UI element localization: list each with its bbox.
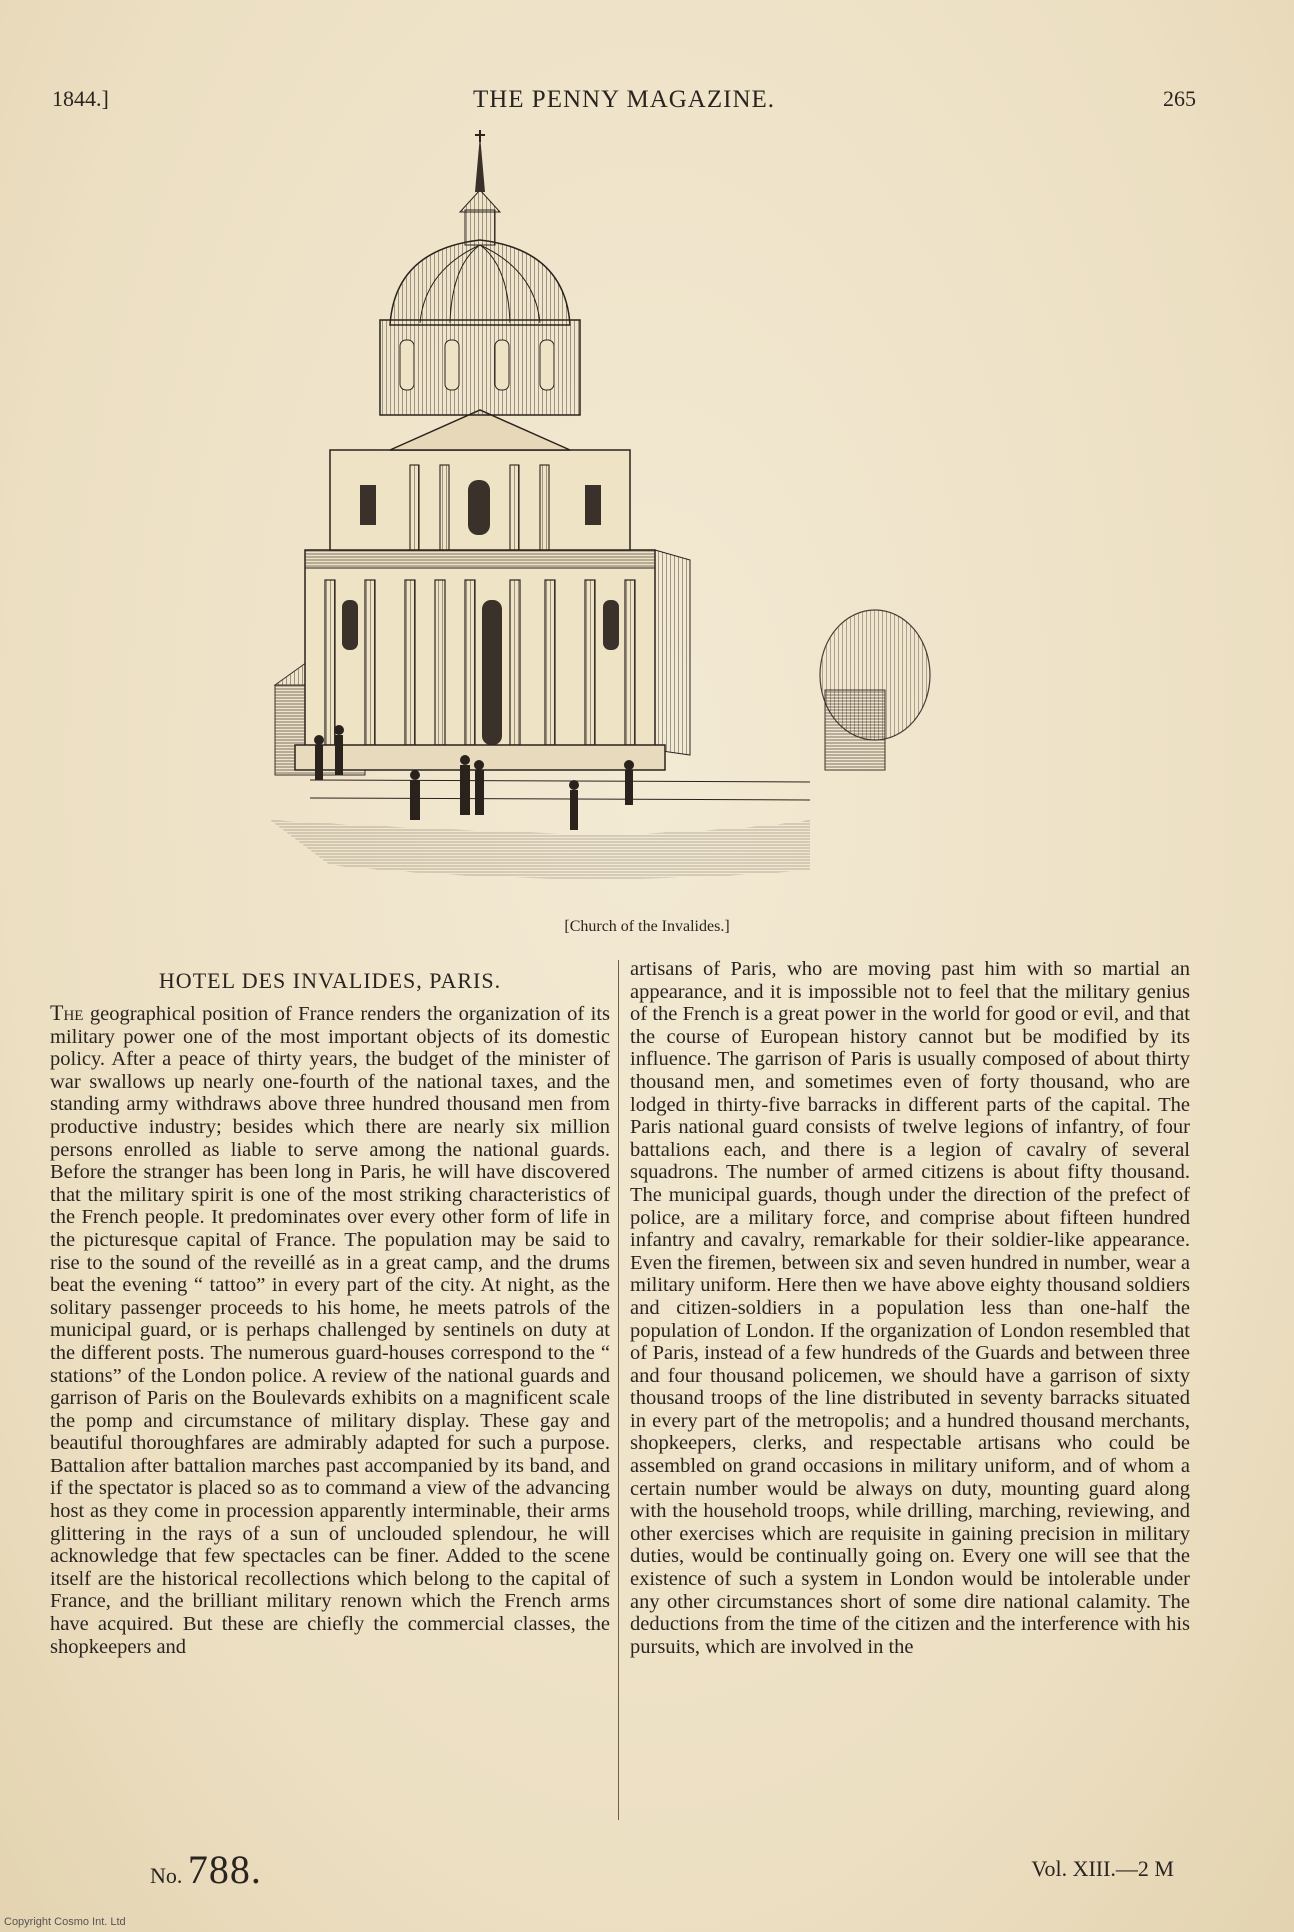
volume-signature: Vol. XIII.—2 M	[1031, 1856, 1174, 1881]
right-column-text: artisans of Paris, who are moving past him with so martial an appearance, and it is impossible not to feel that the military genius of the French is a great power in the world for good or evil, and that the course of European history cannot but be modified by its influence. The garrison of Paris is usually composed of about thirty thousand men, and sometimes even of forty thousand, who are lodged in thirty-five barracks in different parts of the capital. The Paris national guard consists of twelve legions of infantry, of four battalions each, and there is a legion of cavalry of several squadrons. The number of armed citizens is about fifty thousand. The municipal guards, though under the direction of the prefect of police, are a military force, and comprise about fifteen hundred infantry and cavalry, remarkable for their soldier-like appearance. Even the firemen, between six and seven hundred in number, wear a military uniform. Here then we have above eighty thousand soldiers and citizen-soldiers in a population less than one-half the population of London. If the organization of London resembled that of Paris, instead of a few hundreds of the Guards and between three and four thousand policemen, we should have a garrison of sixty thousand troops of the line distributed in seventy barracks situated in every part of the metropolis; and a hundred thousand merchants, shopkeepers, clerks, and respectable artisans who could be assembled on grand occasions in military uniform, and of whom a certain number would be always on duty, mounting guard along with the household troops, while drilling, marching, reviewing, and other exercises which are requisite in gaining precision in military duties, would be continually going on. Every one will see that the existence of such a system in London would be intolerable under any other circumstances short of some dire national calamity. The deductions from the time of the citizen and the interference with his pursuits, which are involved in the	[630, 958, 1190, 1658]
issue-number-value: 788.	[187, 1847, 262, 1892]
left-column-body: geographical position of France renders the organization of its military power one of the most important objects of its domestic policy. After a peace of thirty years, the budget of the minister of war swallows up nearly one-fourth of the national taxes, and the standing army withdraws above three hundred thousand men from productive industry; besides which there are nearly six million persons enrolled as liable to serve among the national guards. Before the stranger has been long in Paris, he will have discovered that the military spirit is one of the most striking characteristics of the French people. It predominates over every other form of life in the picturesque capital of France. The population may be said to rise to the sound of the reveillé as in a great camp, and the drums beat the evening “ tattoo” in every part of the city. At night, as the solitary passenger proceeds to his home, he meets patrols of the municipal guard, or is perhaps challenged by sentinels on duty at the different posts. The numerous guard-houses correspond to the “ stations” of the London police. A review of the national guards and garrison of Paris on the Boulevards exhibits on a magnificent scale the pomp and circumstance of military display. These gay and beautiful thoroughfares are admirably adapted for such a purpose. Battalion after battalion marches past accompanied by its band, and if the spectator is placed so as to command a view of the advancing host as they come in procession apparently interminable, their arms glittering in the rays of a sun of unclouded splendour, he will acknowledge that few spectacles can be finer. Added to the scene itself are the historical recollections which belong to the capital of France, and the brilliant military renown which the French arms have acquired. But these are chiefly the commercial classes, the shopkeepers and	[50, 1003, 611, 1658]
left-column-text	[50, 1002, 610, 1658]
header-year: 1844.]	[52, 86, 109, 111]
page-number: 265	[1163, 86, 1196, 111]
copyright-notice: Copyright Cosmo Int. Ltd	[4, 1916, 126, 1928]
running-header	[52, 86, 1196, 122]
magazine-title: THE PENNY MAGAZINE.	[472, 86, 776, 113]
right-column	[630, 958, 1190, 1658]
article-title: HOTEL DES INVALIDES, PARIS.	[158, 968, 502, 993]
church-illustration	[270, 130, 950, 910]
issue-number-label: No.	[150, 1863, 183, 1888]
left-column	[50, 968, 610, 1658]
drop-word: The	[50, 1000, 84, 1025]
issue-number	[150, 1846, 262, 1893]
column-divider	[618, 960, 619, 1820]
illustration-caption: [Church of the Invalides.]	[564, 918, 730, 935]
